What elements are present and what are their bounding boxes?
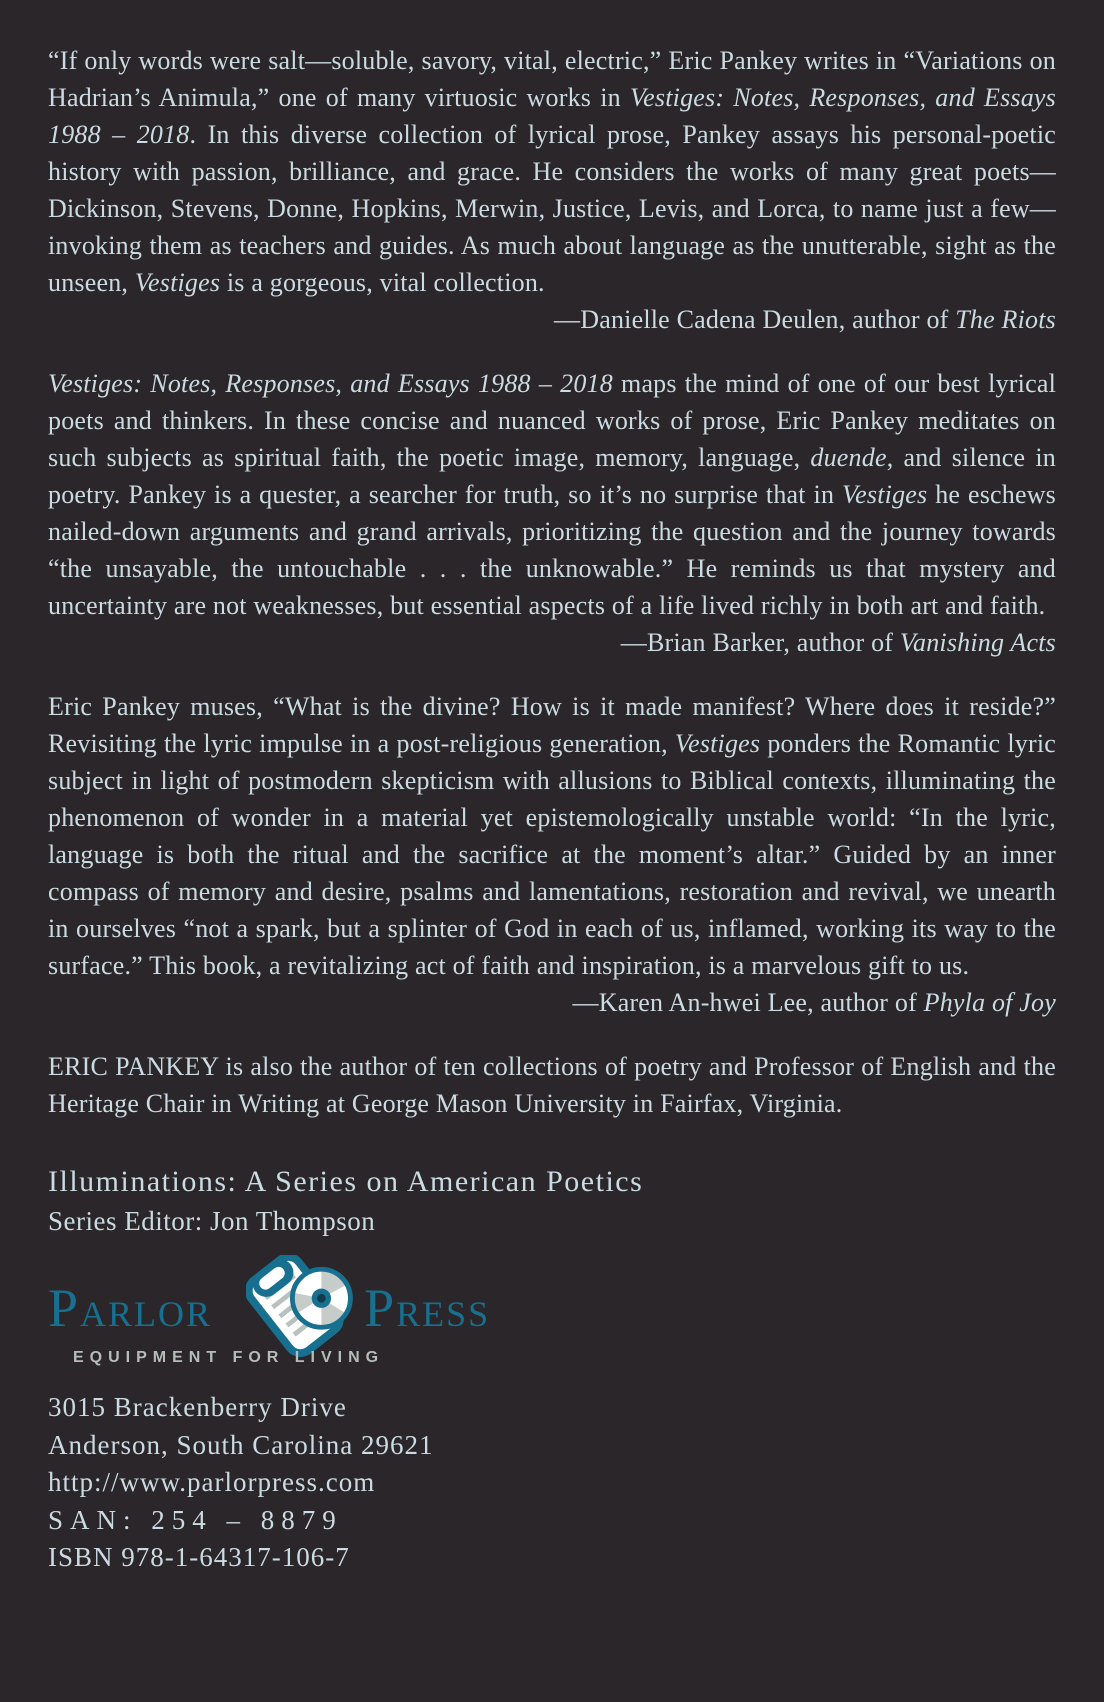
isbn-number: ISBN 978-1-64317-106-7 bbox=[48, 1542, 350, 1572]
blurb-3-attribution: —Karen An-hwei Lee, author of Phyla of Joy bbox=[572, 988, 1056, 1017]
san-number: SAN: 254 – 8879 bbox=[48, 1504, 343, 1535]
blurb-1-attribution: —Danielle Cadena Deulen, author of The Riots bbox=[554, 305, 1056, 334]
series-info bbox=[48, 1162, 1056, 1241]
blurb-2-text: Vestiges: Notes, Responses, and Essays 1988 – 2018 maps the mind of one of our best lyrical poets and thinkers. In these concise and nuanced works of prose, Eric Pankey meditates on such subjects as spiritual faith, the poetic image, memory, language, duende, and silence in poetry. Pankey is a quester, a searcher for truth, so it’s no surprise that in Vestiges he eschews nailed-down arguments and grand arrivals, prioritizing the question and the journey towards “the unsayable, the untouchable . . . the unknowable.” He reminds us that mystery and uncertainty are not weaknesses, but essential aspects of a life lived richly in both art and faith. bbox=[48, 369, 1056, 620]
address-street: 3015 Brackenberry Drive bbox=[48, 1392, 347, 1422]
address-city: Anderson, South Carolina 29621 bbox=[48, 1429, 434, 1460]
blurb-3-text: Eric Pankey muses, “What is the divine? How is it made manifest? Where does it reside?” Revisiting the lyric impulse in a post-religious generation, Vestiges ponders the Romantic lyric subject in light of postmodern skepticism with allusions to Biblical contexts, illuminating the phenomenon of wonder in a material yet epistemologically unstable world: “In the lyric, language is both the ritual and the sacrifice at the moment’s altar.” Guided by an inner compass of memory and desire, psalms and lamentations, restoration and revival, we unearth in ourselves “not a spark, but a splinter of God in each of us, inflamed, working its way to the surface.” This book, a revitalizing act of faith and inspiration, is a marvelous gift to us. bbox=[48, 692, 1056, 980]
blurb-2 bbox=[48, 365, 1056, 661]
publisher-logo bbox=[48, 1259, 1056, 1366]
author-bio: ERIC PANKEY is also the author of ten collections of poetry and Professor of English and the Heritage Chair in Writing at George Mason University in Fairfax, Virginia. bbox=[48, 1052, 1056, 1118]
parlor-wordmark: PARLOR bbox=[48, 1278, 213, 1338]
blurb-3 bbox=[48, 688, 1056, 1021]
series-title: Illuminations: A Series on American Poetics bbox=[48, 1165, 644, 1198]
blurb-2-attribution: —Brian Barker, author of Vanishing Acts bbox=[620, 628, 1056, 657]
back-cover-content bbox=[48, 42, 1056, 1577]
press-wordmark: PRESS bbox=[364, 1278, 491, 1338]
publisher-address-block bbox=[48, 1389, 1056, 1577]
publisher-tagline: EQUIPMENT FOR LIVING bbox=[73, 1349, 385, 1366]
series-editor: Series Editor: Jon Thompson bbox=[48, 1206, 376, 1236]
blurb-1 bbox=[48, 42, 1056, 338]
publisher-url: http://www.parlorpress.com bbox=[48, 1467, 376, 1497]
blurb-1-text: “If only words were salt—soluble, savory, vital, electric,” Eric Pankey writes in “Variations on Hadrian’s Animula,” one of many virtuosic works in Vestiges: Notes, Responses, and Essays 1988 – 2018. In this diverse collection of lyrical prose, Pankey assays his personal-poetic history with passion, brilliance, and grace. He considers the works of many great poets—Dickinson, Stevens, Donne, Hopkins, Merwin, Justice, Levis, and Lorca, to name just a few—invoking them as teachers and guides. As much about language as the unutterable, sight as the unseen, Vestiges is a gorgeous, vital collection. bbox=[48, 46, 1056, 297]
